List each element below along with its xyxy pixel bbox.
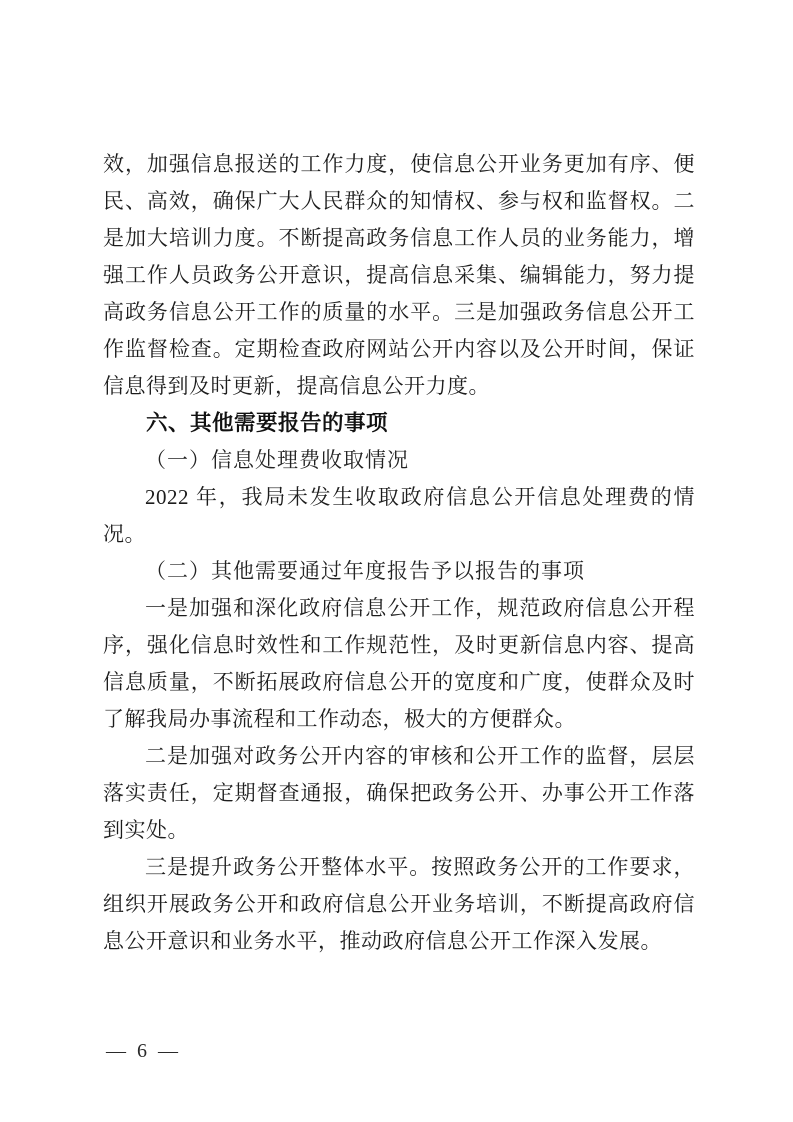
subsection-heading-processing-fees: （一）信息处理费收取情况	[145, 448, 409, 472]
paragraph-item-two: 二是加强对政务公开内容的审核和公开工作的监督，层层落实责任，定期督查通报，确保把政务公开、办事公开工作落到实处。	[103, 744, 695, 842]
subsection-heading-annual-report-items: （二）其他需要通过年度报告予以报告的事项	[145, 559, 585, 583]
paragraph-processing-fees: 2022 年，我局未发生收取政府信息公开信息处理费的情况。	[103, 485, 695, 546]
paragraph-item-one: 一是加强和深化政府信息公开工作，规范政府信息公开程序，强化信息时效性和工作规范性，及时更新信息内容、提高信息质量，不断拓展政府信息公开的宽度和广度，使群众及时了解我局办事流程和工作动态，极大的方便群众。	[103, 596, 695, 731]
page-number: — 6 —	[106, 1040, 181, 1062]
document-body	[103, 146, 695, 960]
section-heading-other-items: 六、其他需要报告的事项	[146, 411, 389, 435]
paragraph-continuation: 效，加强信息报送的工作力度，使信息公开业务更加有序、便民、高效，确保广大人民群众的知情权、参与权和监督权。二是加大培训力度。不断提高政务信息工作人员的业务能力，增强工作人员政务公开意识，提高信息采集、编辑能力，努力提高政务信息公开工作的质量的水平。三是加强政务信息公开工作监督检查。定期检查政府网站公开内容以及公开时间，保证信息得到及时更新，提高信息公开力度。	[103, 152, 695, 398]
paragraph-item-three: 三是提升政务公开整体水平。按照政务公开的工作要求，组织开展政务公开和政府信息公开业务培训，不断提高政府信息公开意识和业务水平，推动政府信息公开工作深入发展。	[103, 855, 695, 953]
